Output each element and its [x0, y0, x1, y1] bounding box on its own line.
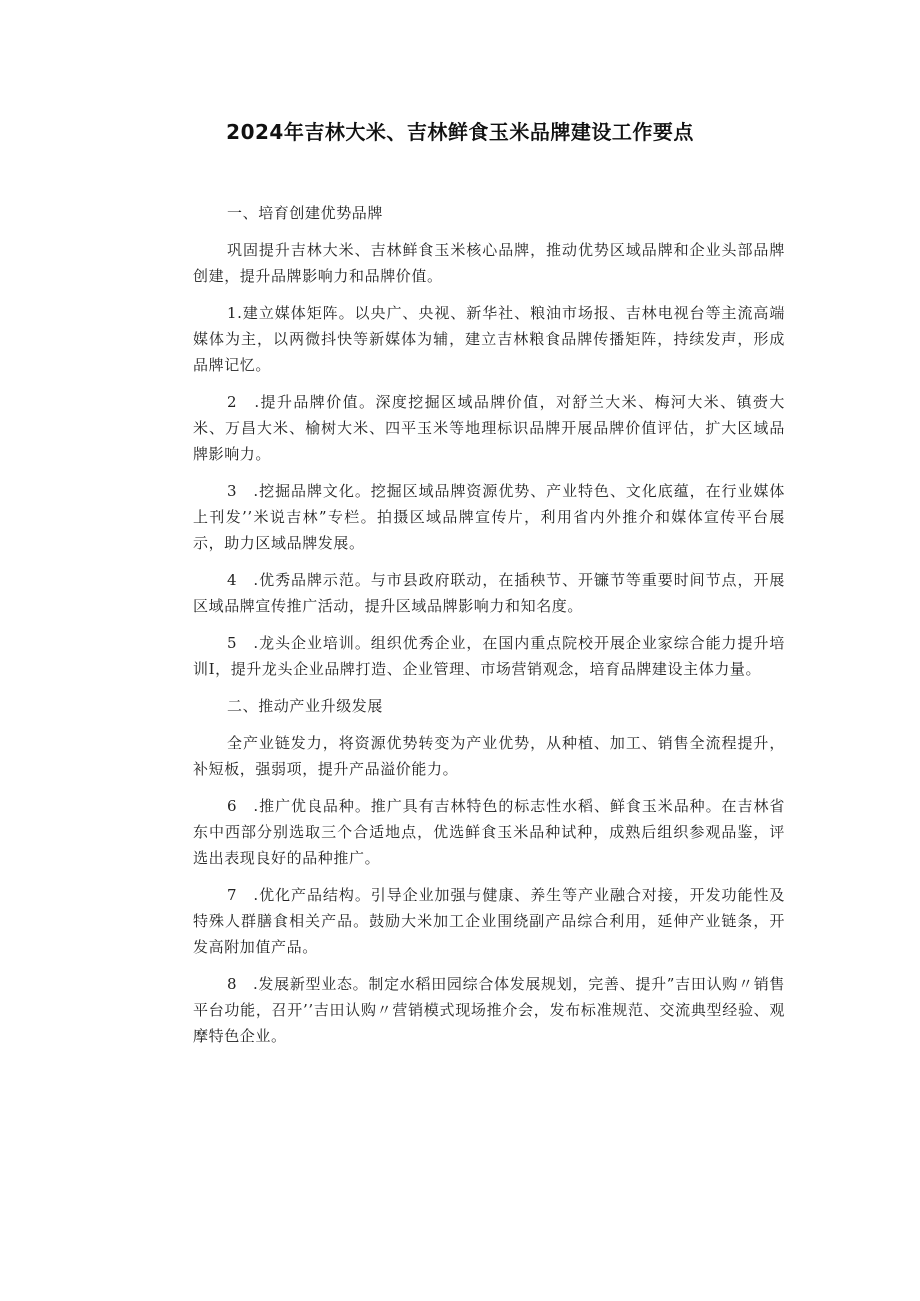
document-body [193, 200, 785, 1060]
section-2-intro: 全产业链发力，将资源优势转变为产业优势，从种植、加工、销售全流程提升，补短板，强弱项，提升产品溢价能力。 [193, 734, 785, 778]
item-2-brand-value: 2 .提升品牌价值。深度挖掘区域品牌价值，对舒兰大米、梅河大米、镇赍大米、万昌大米、榆树大米、四平玉米等地理标识品牌开展品牌价值评估，扩大区域品牌影响力。 [193, 393, 785, 463]
item-3-brand-culture: 3 .挖掘品牌文化。挖掘区域品牌资源优势、产业特色、文化底蕴，在行业媒体上刊发’’米说吉林”专栏。拍摄区域品牌宣传片，利用省内外推介和媒体宣传平台展示，助力区域品牌发展。 [193, 482, 785, 552]
section-heading-2: 二、推动产业升级发展 [227, 697, 384, 715]
section-heading-1: 一、培育创建优势品牌 [227, 204, 384, 222]
item-7-product-structure: 7 .优化产品结构。引导企业加强与健康、养生等产业融合对接，开发功能性及特殊人群膳食相关产品。鼓励大米加工企业围绕副产品综合利用，延伸产业链条，开发高附加值产品。 [193, 886, 785, 956]
document-title: 2024年吉林大米、吉林鲜食玉米品牌建设工作要点 [226, 120, 694, 144]
section-1-intro: 巩固提升吉林大米、吉林鲜食玉米核心品牌，推动优势区域品牌和企业头部品牌创建，提升品牌影响力和品牌价值。 [193, 241, 785, 285]
item-6-varieties: 6 .推广优良品种。推广具有吉林特色的标志性水稻、鲜食玉米品种。在吉林省东中西部分别选取三个合适地点，优选鲜食玉米品种试种，成熟后组织参观品鉴，评选出表现良好的品种推广。 [193, 797, 785, 867]
item-5-leader-training: 5 .龙头企业培训。组织优秀企业，在国内重点院校开展企业家综合能力提升培训I，提升龙头企业品牌打造、企业管理、市场营销观念，培育品牌建设主体力量。 [193, 634, 785, 678]
item-4-brand-demo: 4 .优秀品牌示范。与市县政府联动，在插秧节、开镰节等重要时间节点，开展区域品牌宣传推广活动，提升区域品牌影响力和知名度。 [193, 571, 785, 615]
item-8-new-formats: 8 .发展新型业态。制定水稻田园综合体发展规划，完善、提升”吉田认购〃销售平台功能，召开’’吉田认购〃营销模式现场推介会，发布标准规范、交流典型经验、观摩特色企业。 [193, 975, 785, 1045]
item-1-media-matrix: 1.建立媒体矩阵。以央广、央视、新华社、粮油市场报、吉林电视台等主流高端媒体为主，以两微抖快等新媒体为辅，建立吉林粮食品牌传播矩阵，持续发声，形成品牌记忆。 [193, 304, 785, 374]
